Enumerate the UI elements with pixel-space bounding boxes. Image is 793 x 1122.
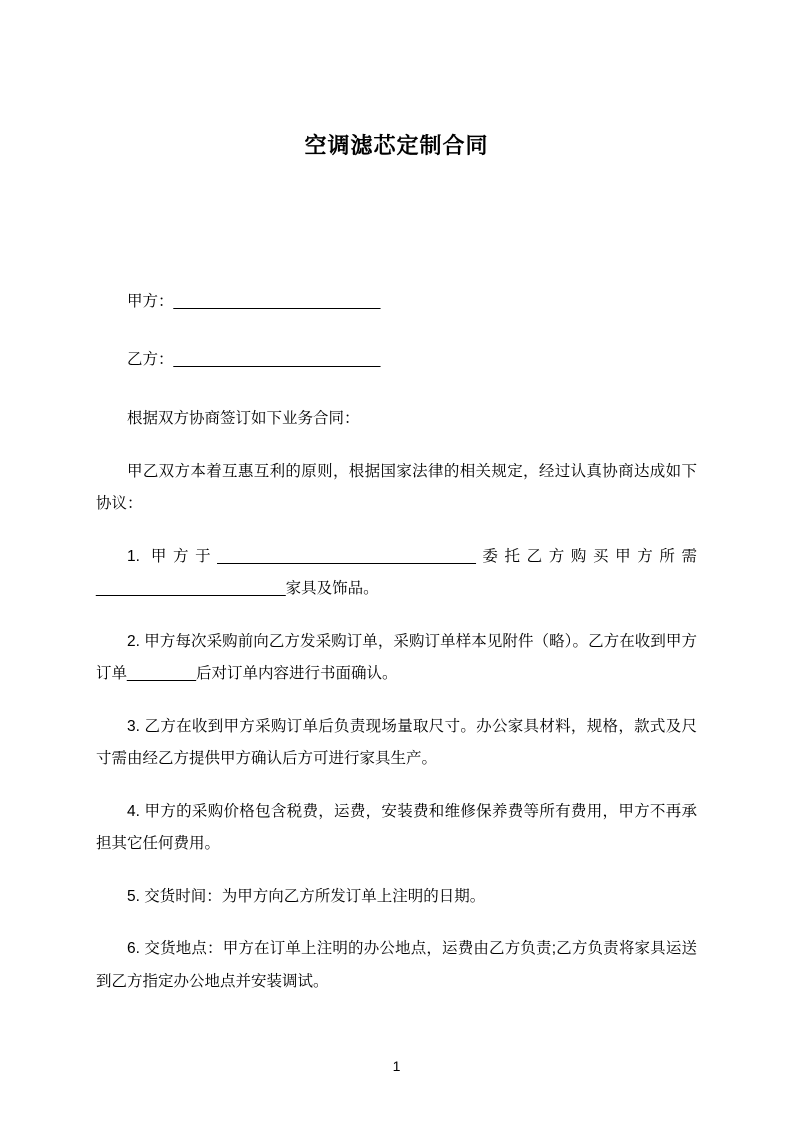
clause-1: 1. 甲方于______________________________委托乙方购买甲方所需______________________家具及饰品。 [96, 547, 697, 598]
intro-line: 根据双方协商签订如下业务合同： [127, 410, 360, 428]
party-a-line: 甲方：________________________ [127, 293, 381, 311]
clause-2: 2. 甲方每次采购前向乙方发采购订单，采购订单样本见附件（略）。乙方在收到甲方订单________后对订单内容进行书面确认。 [96, 632, 697, 683]
preamble-paragraph: 甲乙双方本着互惠互利的原则，根据国家法律的相关规定，经过认真协商达成如下协议： [96, 462, 697, 513]
clause-5: 5. 交货时间：为甲方向乙方所发订单上注明的日期。 [127, 887, 486, 905]
clause-3: 3. 乙方在收到甲方采购订单后负责现场量取尺寸。办公家具材料，规格，款式及尺寸需由经乙方提供甲方确认后方可进行家具生产。 [96, 717, 697, 768]
clause-4: 4. 甲方的采购价格包含税费，运费，安装费和维修保养费等所有费用，甲方不再承担其它任何费用。 [96, 802, 697, 853]
clause-6: 6. 交货地点：甲方在订单上注明的办公地点，运费由乙方负责;乙方负责将家具运送到乙方指定办公地点并安装调试。 [96, 940, 697, 990]
page-number: 1 [392, 1058, 401, 1074]
party-b-line: 乙方：________________________ [127, 351, 381, 369]
document-title: 空调滤芯定制合同 [304, 133, 489, 158]
